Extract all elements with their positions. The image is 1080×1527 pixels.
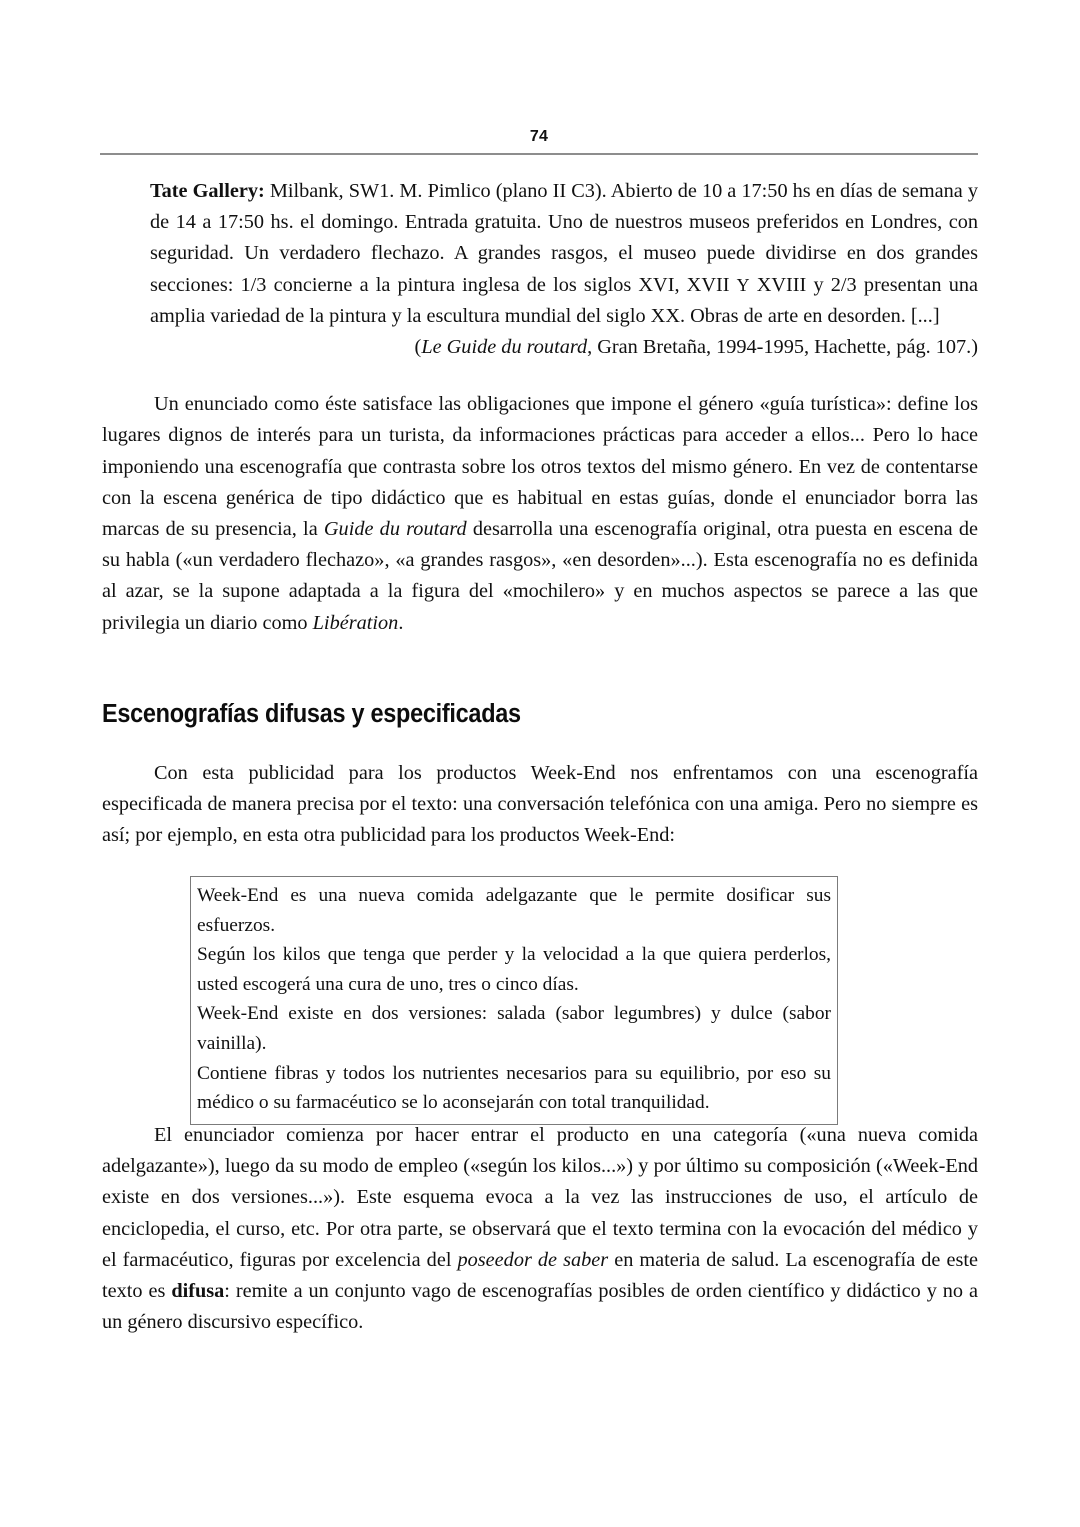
quotation-smallcaps-y: Y [736,274,750,295]
adbox-line: Según los kilos que tenga que perder y la velocidad a la que quiera perderlos, usted escogerá una cura de uno, tres o cinco días. [197,944,831,995]
adbox-line: Contiene fibras y todos los nutrientes necesarios para su equilibrio, por eso su médico o su farmacéutico se lo aconsejarán con total tranquilidad. [197,1062,831,1114]
page-number: 74 [529,128,549,145]
advertisement-box [190,876,838,1125]
paragraph-three-part3: : remite a un conjunto vago de escenografías posibles de orden científico y didáctico y no a un género discursivo específico. [102,1280,978,1334]
paragraph-three-part2: en materia de salud. La escenografía de este texto es [102,1248,978,1303]
paragraph-one [102,389,978,639]
quotation-body-continued: XVIII y 2/3 presentan una amplia variedad de la pintura y la escultura mundial del siglo XX. Obras de arte en desorden. [...] [150,273,978,327]
paragraph-two: Con esta publicidad para los productos Week-End nos enfrentamos con una escenografía especificada de manera precisa por el texto: una conversación telefónica con una amiga. Pero no siempre es así; por ejemplo, en esta otra publicidad para los productos Week-End: [102,762,978,847]
quotation-text [150,176,978,332]
paragraph-one-part1: Un enunciado como éste satisface las obligaciones que impone el género «guía turística»: define los lugares dignos de interés para un turista, da informaciones prácticas para acceder a ellos... Pero lo hace imponiendo una escenografía que contrasta sobre los otros textos del mismo género. En vez de contentarse con la escena genérica de tipo didáctico que es habitual en estas guías, donde el enunciador borra las marcas de su presencia, la [102,393,978,541]
paragraph-one-part3: . [398,611,404,634]
text-column [102,176,978,639]
quotation-lead-label: Tate Gallery: [150,180,265,202]
source-details: , Gran Bretaña, 1994-1995, Hachette, pág. 107.) [587,336,978,359]
paragraph-three [102,1120,978,1338]
paragraph-one-italic-guide: Guide du routard [323,518,467,541]
paragraph-three-wrapper [102,1120,978,1338]
adbox-line: Week-End existe en dos versiones: salada (sabor legumbres) y dulce (sabor vainilla). [197,1003,831,1054]
quotation-body: Milbank, SW1. M. Pimlico (plano II C3). Abierto de 10 a 17:50 hs en días de semana y de 14 a 17:50 hs. el domingo. Entrada gratuita. Uno de nuestros museos preferidos en Londres, con seguridad. Un verdadero flechazo. A grandes rasgos, el museo puede dividirse en dos grandes secciones: 1/3 concierne a la pintura inglesa de los siglos XVI, XVII [150,180,978,296]
paragraph-three-part1: El enunciador comienza por hacer entrar el producto en una categoría («una nueva comida adelgazante»), luego da su modo de empleo («según los kilos...») y por último su composición («Week-End existe en dos versiones...»). Este esquema evoca a la vez las instrucciones de uso, el artículo de enciclopedia, el curso, etc. Por otra parte, se observará que el texto termina con la evocación del médico y el farmacéutico, figuras por excelencia del [102,1124,978,1271]
quotation-source [150,332,978,363]
paragraph-three-italic-poseedor: poseedor de saber [457,1248,609,1271]
paragraph-three-bold-difusa: difusa [171,1280,225,1303]
header-rule [100,153,978,155]
source-title: Le Guide du routard [421,336,588,359]
paragraph-one-part2: desarrolla una escenografía original, otra puesta en escena de su habla («un verdadero flechazo», «a grandes rasgos», «en desorden»...). Esta escenografía no es definida al azar, se la supone adaptada a la figura del «mochilero» y en muchos aspectos se parece a las que privilegia un diario como [102,518,978,634]
adbox-line: Week-End es una nueva comida adelgazante que le permite dosificar sus esfuerzos. [197,885,831,936]
source-open-paren: ( [414,336,422,359]
paragraph-one-italic-liberation: Libération [312,611,399,634]
paragraph-two-wrapper [102,758,978,852]
section-heading: Escenografías difusas y especificadas [102,700,521,728]
quotation-block [150,176,978,363]
